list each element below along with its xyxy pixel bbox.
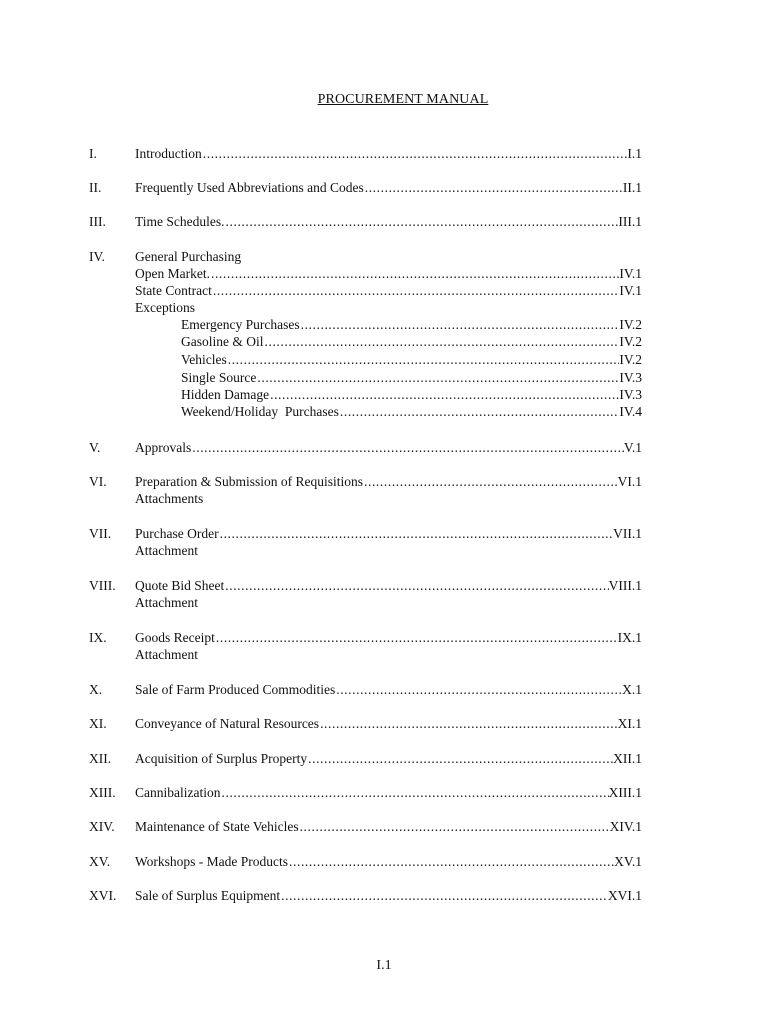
- toc-subsubentry: [0, 316, 768, 334]
- toc-leader-line: [181, 333, 642, 351]
- section-number: XV.: [89, 854, 111, 869]
- toc-leader-line: [135, 681, 642, 699]
- toc-leader-line: [181, 369, 642, 387]
- toc-leader-line: [181, 386, 642, 404]
- section-number: I.: [89, 146, 97, 161]
- toc-entry-vii: [0, 525, 768, 543]
- toc-entry-viii: [0, 577, 768, 595]
- page-ref: IV.2: [619, 317, 642, 332]
- toc-subsubentry: [0, 333, 768, 351]
- page-ref: VI.1: [617, 474, 642, 489]
- toc-entry-i: [0, 145, 768, 163]
- toc-leader-line: [135, 818, 642, 836]
- toc-subsubentry: [0, 386, 768, 404]
- section-title: Time Schedules.: [135, 214, 225, 229]
- section-title: Frequently Used Abbreviations and Codes: [135, 180, 364, 195]
- page-ref: IV.4: [619, 404, 642, 419]
- group-label: Exceptions: [135, 300, 195, 315]
- toc-subentry: [0, 282, 768, 300]
- section-number: VI.: [89, 474, 107, 489]
- attachment-note: Attachment: [135, 647, 198, 662]
- toc-leader-line: [135, 213, 642, 231]
- section-title: Sale of Farm Produced Commodities: [135, 682, 336, 697]
- section-title: Cannibalization: [135, 785, 221, 800]
- section-number: XII.: [89, 751, 112, 766]
- toc-leader-line: [135, 853, 642, 871]
- toc-entry-xiii: [0, 784, 768, 802]
- section-title: Approvals: [135, 440, 192, 455]
- attachment-note: Attachment: [135, 595, 198, 610]
- toc-leader-line: [135, 577, 642, 595]
- attachment-note: Attachments: [135, 491, 204, 506]
- toc-subentry: [0, 265, 768, 283]
- section-title: Workshops - Made Products: [135, 854, 289, 869]
- section-number: VII.: [89, 526, 112, 541]
- page-ref: I.1: [627, 146, 642, 161]
- toc-subsubentry: [0, 369, 768, 387]
- page-number: I.1: [376, 958, 392, 973]
- section-number: III.: [89, 214, 106, 229]
- toc-group-label: [0, 299, 768, 317]
- subsection-title: State Contract: [135, 283, 212, 298]
- subsection-title: Hidden Damage: [181, 387, 270, 402]
- toc-entry-xv: [0, 853, 768, 871]
- page-ref: X.1: [622, 682, 642, 697]
- page-ref: IV.1: [619, 266, 642, 281]
- page-ref: II.1: [622, 180, 642, 195]
- toc-leader-line: [135, 282, 642, 300]
- toc-leader-line: [135, 473, 642, 491]
- page-ref: VII.1: [613, 526, 642, 541]
- toc-leader-line: [135, 179, 642, 197]
- section-title: Acquisition of Surplus Property: [135, 751, 308, 766]
- section-number: XIV.: [89, 819, 115, 834]
- toc-entry-xii: [0, 750, 768, 768]
- section-title: Purchase Order: [135, 526, 219, 541]
- toc-subsubentry: [0, 403, 768, 421]
- section-title: Quote Bid Sheet: [135, 578, 225, 593]
- page-ref: IV.2: [619, 334, 642, 349]
- toc-leader-line: [135, 525, 642, 543]
- section-title: Goods Receipt: [135, 630, 215, 645]
- section-title: Conveyance of Natural Resources: [135, 716, 320, 731]
- toc-entry-iii: [0, 213, 768, 231]
- toc-entry-xiv: [0, 818, 768, 836]
- toc-subsubentry: [0, 351, 768, 369]
- toc-entry-x: [0, 681, 768, 699]
- toc-leader-line: [135, 439, 642, 457]
- page-ref: IV.2: [619, 352, 642, 367]
- toc-leader-line: [135, 750, 642, 768]
- toc-leader-line: [181, 316, 642, 334]
- toc-note: [0, 542, 768, 560]
- subsection-title: Open Market.: [135, 266, 210, 281]
- toc-entry-xvi: [0, 887, 768, 905]
- toc-entry-ix: [0, 629, 768, 647]
- document-title: PROCUREMENT MANUAL: [317, 92, 489, 107]
- toc-note: [0, 490, 768, 508]
- section-number: IV.: [89, 249, 105, 264]
- section-number: X.: [89, 682, 103, 697]
- page-ref: XIII.1: [608, 785, 642, 800]
- attachment-note: Attachment: [135, 543, 198, 558]
- section-title: Sale of Surplus Equipment: [135, 888, 281, 903]
- toc-leader-line: [135, 715, 642, 733]
- toc-leader-line: [135, 784, 642, 802]
- section-number: XI.: [89, 716, 107, 731]
- page-ref: IX.1: [617, 630, 642, 645]
- page-ref: VIII.1: [608, 578, 642, 593]
- toc-leader-line: [135, 887, 642, 905]
- toc-entry-xi: [0, 715, 768, 733]
- section-number: V.: [89, 440, 101, 455]
- page-ref: V.1: [623, 440, 642, 455]
- page-ref: IV.3: [619, 387, 642, 402]
- page-ref: XV.1: [614, 854, 642, 869]
- subsection-title: Vehicles: [181, 352, 227, 367]
- toc-leader-line: [135, 629, 642, 647]
- section-number: XVI.: [89, 888, 117, 903]
- page-ref: III.1: [618, 214, 642, 229]
- section-heading: General Purchasing: [135, 249, 242, 264]
- section-title: Maintenance of State Vehicles: [135, 819, 299, 834]
- toc-entry-iv: [0, 248, 768, 266]
- section-number: II.: [89, 180, 102, 195]
- page-ref: IV.3: [619, 370, 642, 385]
- toc-leader-line: [181, 403, 642, 421]
- section-title: Introduction: [135, 146, 202, 161]
- subsection-title: Weekend/Holiday Purchases: [181, 404, 339, 419]
- toc-leader-line: [135, 145, 642, 163]
- section-title: Preparation & Submission of Requisitions: [135, 474, 363, 489]
- toc-entry-vi: [0, 473, 768, 491]
- toc-entry-v: [0, 439, 768, 457]
- page-ref: XII.1: [613, 751, 642, 766]
- section-number: XIII.: [89, 785, 116, 800]
- subsection-title: Emergency Purchases: [181, 317, 300, 332]
- section-number: IX.: [89, 630, 107, 645]
- toc-note: [0, 646, 768, 664]
- page-ref: IV.1: [619, 283, 642, 298]
- page-ref: XIV.1: [609, 819, 642, 834]
- toc-leader-line: [135, 265, 642, 283]
- subsection-title: Single Source: [181, 370, 257, 385]
- toc-note: [0, 594, 768, 612]
- subsection-title: Gasoline & Oil: [181, 334, 264, 349]
- toc-leader-line: [181, 351, 642, 369]
- toc-entry-ii: [0, 179, 768, 197]
- page-ref: XVI.1: [607, 888, 642, 903]
- section-number: VIII.: [89, 578, 116, 593]
- page-ref: XI.1: [617, 716, 642, 731]
